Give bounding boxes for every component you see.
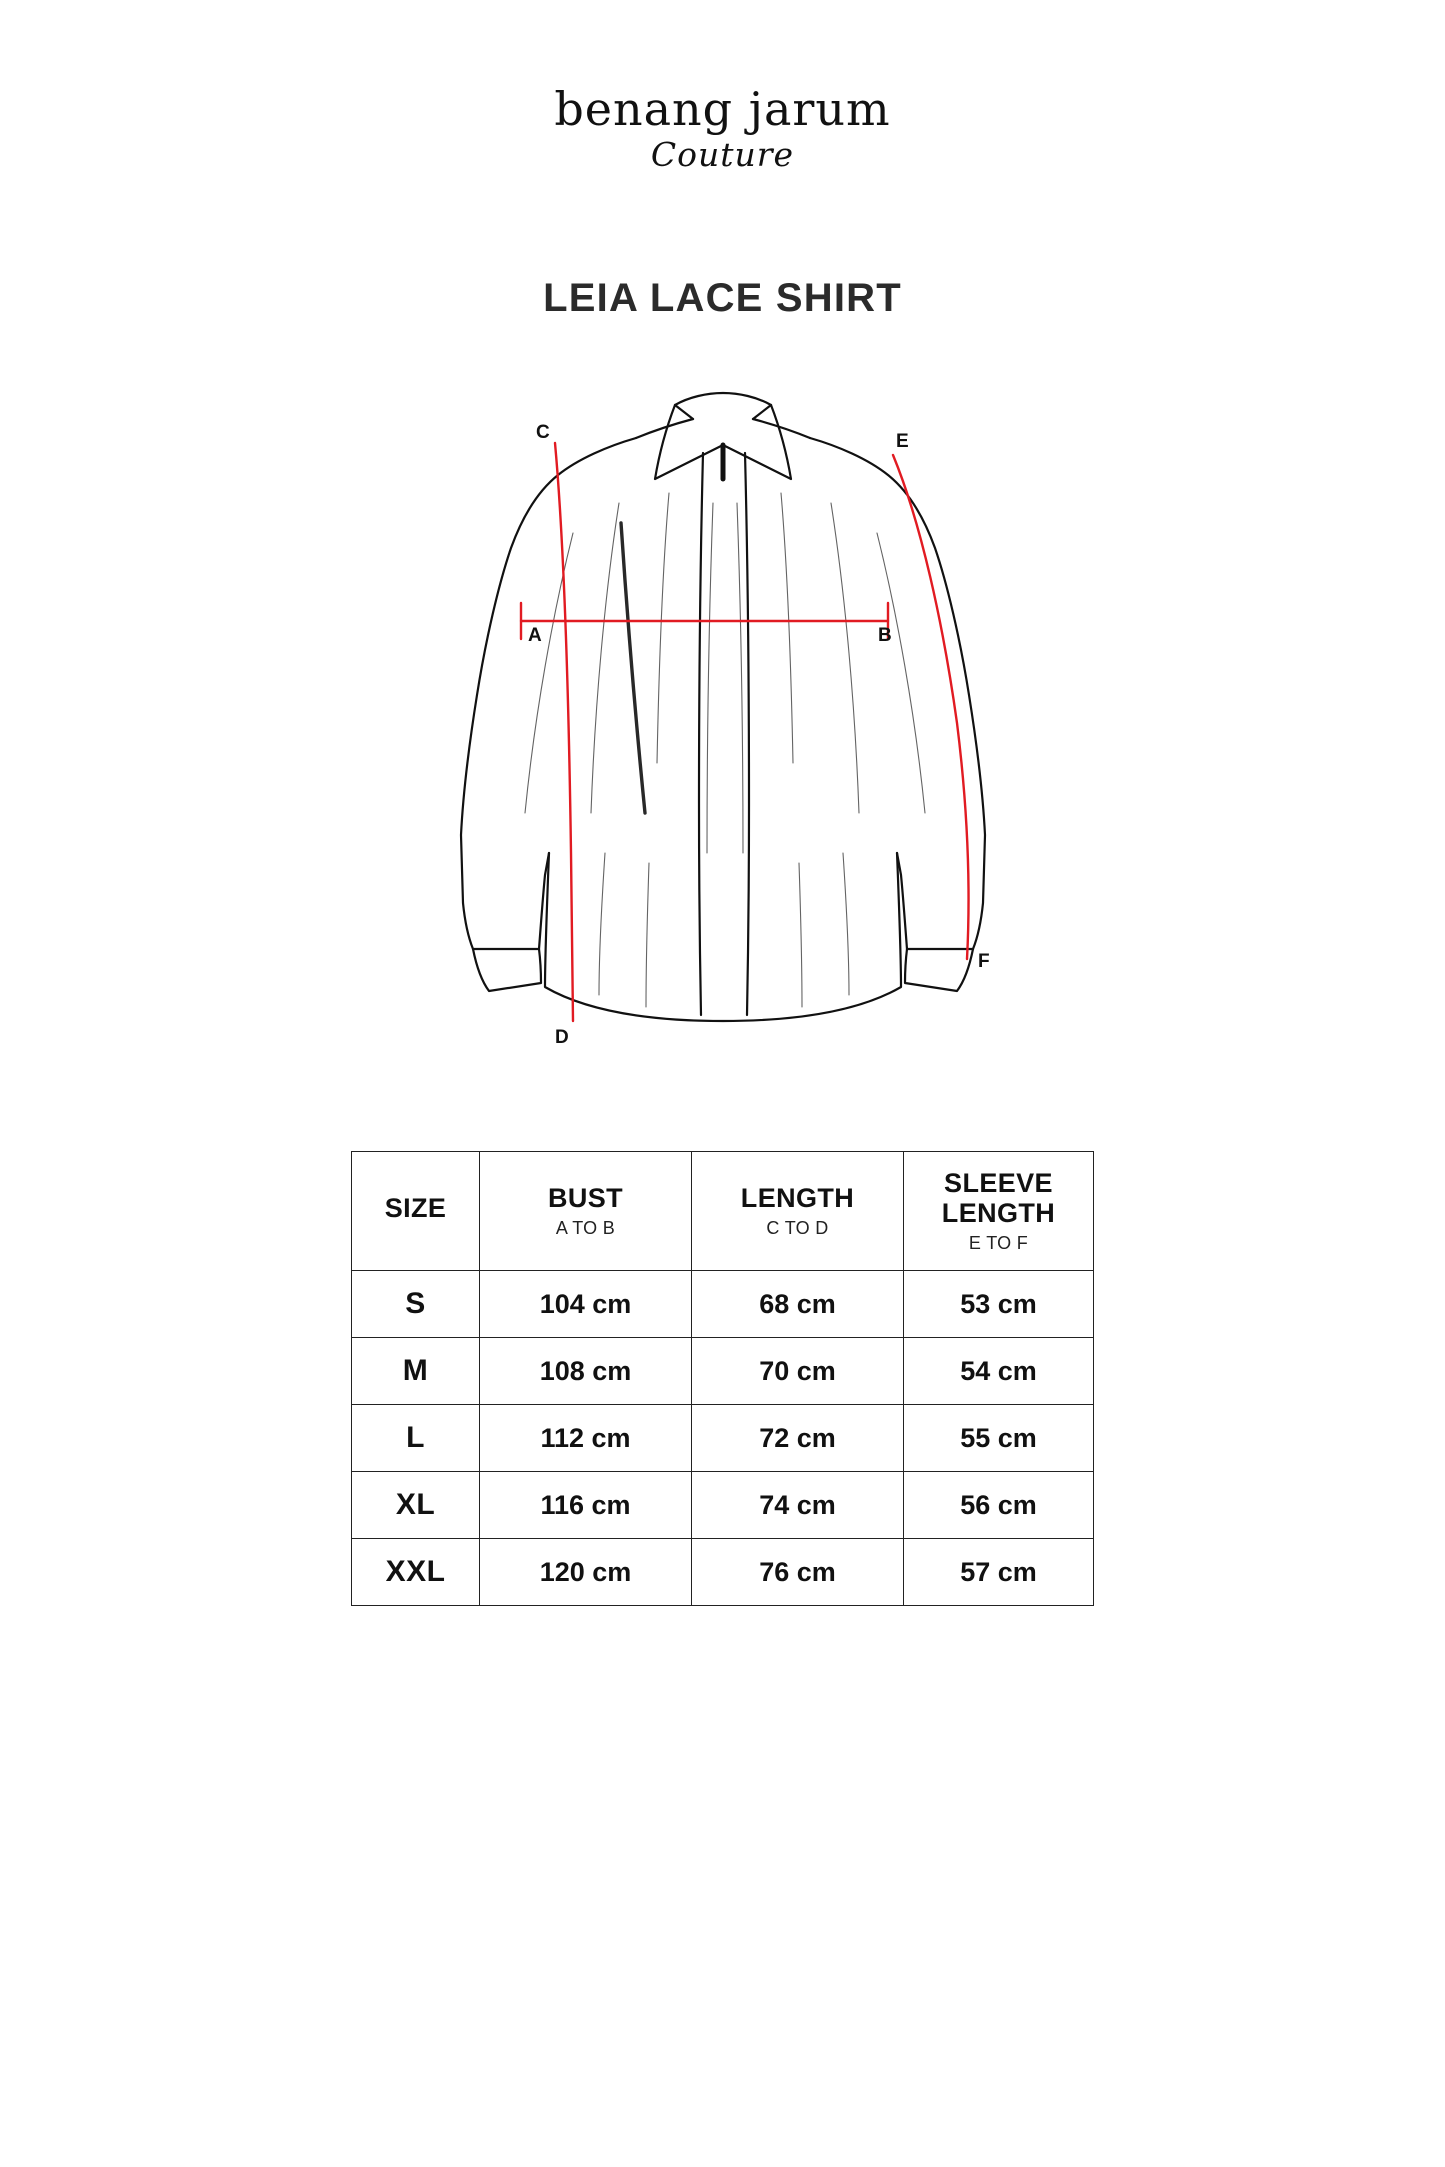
shirt-illustration [373,383,1073,1063]
marker-label-d: D [554,1027,569,1048]
cell-size: L [352,1405,480,1472]
header-length-sub: C TO D [766,1218,829,1239]
table-header-row [352,1152,1094,1271]
header-sleeve-label: SLEEVE LENGTH [941,1167,1056,1228]
cell-size: S [352,1271,480,1338]
cell-size: M [352,1338,480,1405]
page-title: LEIA LACE SHIRT [543,276,902,320]
cell-length: 68 cm [692,1271,904,1338]
cell-sleeve: 57 cm [904,1539,1094,1606]
brand-name: benang jarum [554,82,891,136]
table-row [352,1338,1094,1405]
marker-label-e: E [895,431,909,452]
header-length-label: LENGTH [740,1182,855,1213]
size-table-container [351,1151,1094,1606]
cell-sleeve: 55 cm [904,1405,1094,1472]
header-sleeve-sub: E TO F [968,1233,1029,1254]
header-bust [480,1152,692,1271]
cell-size: XXL [352,1539,480,1606]
cell-bust: 104 cm [480,1271,692,1338]
size-table-head [352,1152,1094,1271]
header-length [692,1152,904,1271]
cell-size: XL [352,1472,480,1539]
cell-bust: 116 cm [480,1472,692,1539]
table-row [352,1472,1094,1539]
header-size-label: SIZE [384,1193,447,1224]
cell-length: 72 cm [692,1405,904,1472]
marker-label-a: A [527,625,542,646]
cell-bust: 108 cm [480,1338,692,1405]
table-row [352,1271,1094,1338]
cell-sleeve: 56 cm [904,1472,1094,1539]
table-row [352,1539,1094,1606]
header-bust-label: BUST [547,1182,624,1213]
marker-label-c: C [535,422,550,443]
table-row [352,1405,1094,1472]
cell-bust: 120 cm [480,1539,692,1606]
cell-length: 74 cm [692,1472,904,1539]
cell-length: 76 cm [692,1539,904,1606]
size-table-body [352,1271,1094,1606]
brand-tagline: Couture [650,135,795,174]
cell-sleeve: 53 cm [904,1271,1094,1338]
brand-logo [554,82,891,174]
marker-label-f: F [977,951,990,972]
header-size [352,1152,480,1271]
cell-bust: 112 cm [480,1405,692,1472]
marker-label-b: B [877,625,892,646]
header-bust-sub: A TO B [555,1218,616,1239]
size-table [351,1151,1094,1606]
cell-length: 70 cm [692,1338,904,1405]
header-sleeve [904,1152,1094,1271]
cell-sleeve: 54 cm [904,1338,1094,1405]
